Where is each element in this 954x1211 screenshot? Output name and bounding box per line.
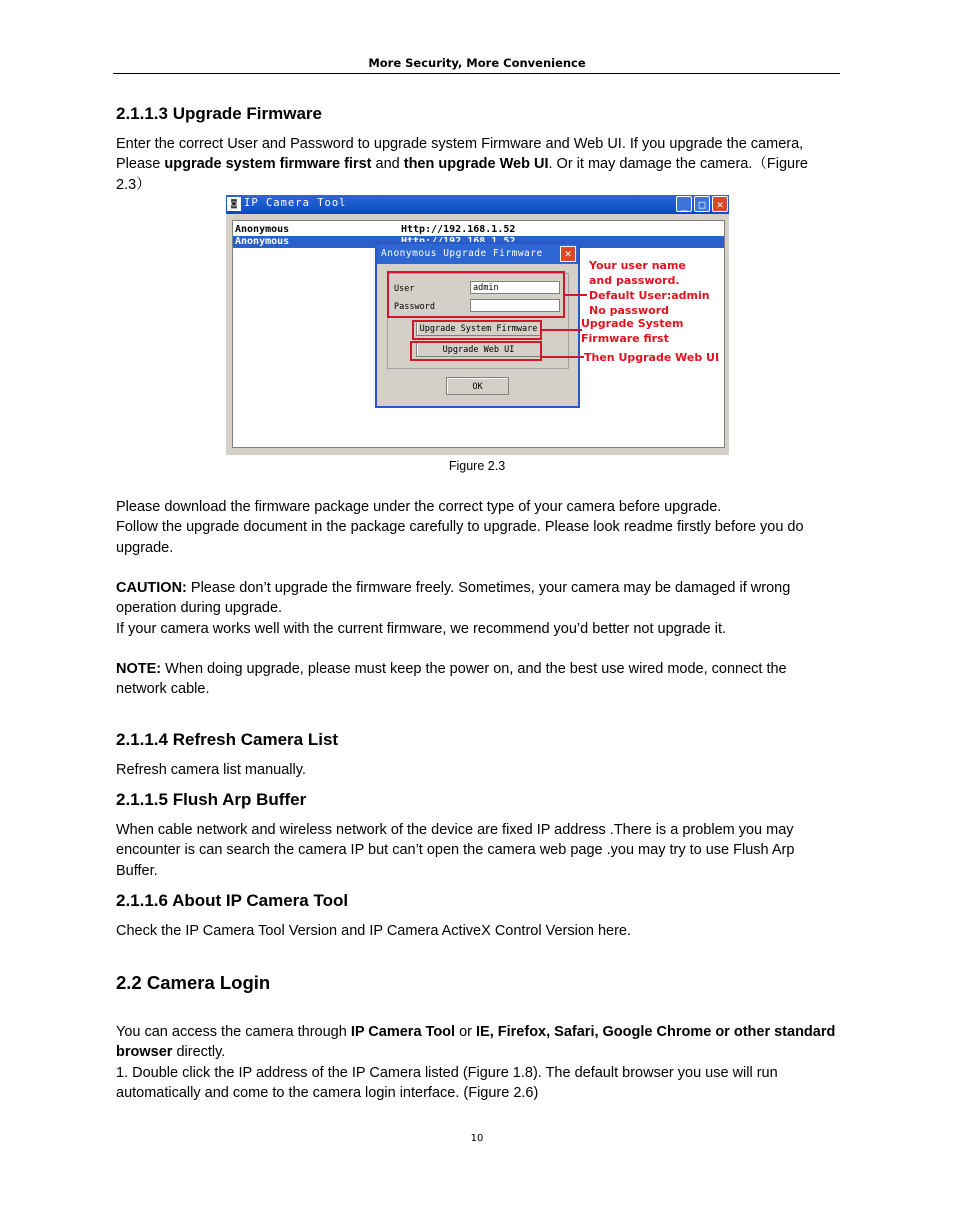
download-paragraph-block (116, 497, 838, 558)
login-section (116, 972, 838, 994)
about-text: Check the IP Camera Tool Version and IP Camera ActiveX Control Version here. (116, 923, 632, 939)
upgrade-section (116, 104, 838, 124)
annotation-leader-line (542, 329, 582, 331)
annotation-password: and password. (589, 274, 680, 287)
upgrade-heading: 2.1.1.3 Upgrade Firmware (116, 104, 322, 123)
annotation-upgrade-system: Upgrade System (581, 317, 684, 330)
login-step-1: 1. Double click the IP address of the IP Camera listed (Figure 1.8). The default browser you use will run automatically and come to the camera login interface. (Figure 2.6) (116, 1064, 778, 1101)
note-paragraph (116, 659, 838, 700)
close-icon[interactable]: ✕ (712, 196, 728, 212)
text-run: When doing upgrade, please must keep the power on, and the best use wired mode, connect the network cable. (116, 661, 787, 698)
text-run: or (455, 1024, 477, 1040)
annotation-then-upgrade-web-ui: Then Upgrade Web UI (584, 351, 720, 364)
password-label: Password (394, 302, 435, 312)
note-label: NOTE: (116, 661, 162, 677)
flush-text-block (116, 820, 838, 881)
dialog-title: Anonymous Upgrade Firmware (381, 248, 543, 259)
note-block (116, 659, 838, 700)
annotation-username: Your user name (589, 259, 686, 272)
refresh-text-block (116, 760, 838, 780)
download-paragraph: Please download the firmware package under the correct type of your camera before upgrade. (116, 499, 722, 515)
upgrade-system-firmware-button[interactable]: Upgrade System Firmware (416, 320, 541, 336)
window-titlebar (226, 195, 729, 214)
annotation-leader-line (565, 294, 587, 296)
text-run: and (371, 156, 404, 173)
header-rule (113, 73, 840, 74)
text-run: You can access the camera through (116, 1024, 351, 1040)
camera-url: Http://192.168.1.52 (401, 224, 516, 235)
upgrade-paragraph-block (116, 134, 838, 195)
bold-run: IP Camera Tool (350, 1024, 456, 1040)
ok-button[interactable]: OK (446, 377, 509, 395)
refresh-text: Refresh camera list manually. (116, 762, 306, 778)
refresh-section (116, 730, 838, 750)
annotation-leader-line (542, 356, 584, 358)
page-number: 10 (470, 1133, 484, 1144)
about-section (116, 891, 838, 911)
flush-text: When cable network and wireless network of the device are fixed IP address .There is a problem you may encounter is can search the camera IP but can’t open the camera web page .you may try to use Flush Arp Buffer. (116, 822, 795, 879)
upgrade-paragraph (116, 134, 838, 195)
bold-run: then upgrade Web UI (403, 156, 549, 173)
upgrade-web-ui-button[interactable]: Upgrade Web UI (416, 341, 541, 357)
close-icon[interactable]: ✕ (560, 246, 576, 262)
annotation-no-password: No password (589, 304, 670, 317)
caution-label: CAUTION: (116, 580, 187, 596)
login-paragraph (116, 1022, 838, 1063)
list-item[interactable] (233, 224, 724, 236)
user-input[interactable]: admin (470, 281, 560, 294)
running-header: More Security, More Convenience (368, 56, 586, 70)
figure-ip-camera-tool (226, 195, 729, 455)
caution-block (116, 578, 838, 639)
camera-app-icon: ◙ (227, 197, 241, 211)
annotation-firmware-first: Firmware first (581, 332, 669, 345)
text-run: directly. (172, 1044, 226, 1061)
text-run: . Or it may damage the camera.（Figure 2.3） (116, 156, 808, 193)
camera-name: Anonymous (235, 224, 290, 235)
bold-run: IE, Firefox, Safari, Google Chrome or other standard browser (116, 1024, 836, 1061)
login-text-block (116, 1022, 838, 1103)
annotation-default-user: Default User:admin (589, 289, 710, 302)
about-heading: 2.1.1.6 About IP Camera Tool (116, 891, 349, 910)
system-firmware-highlight-box (412, 320, 542, 340)
web-ui-highlight-box (410, 341, 542, 361)
caution-paragraph (116, 578, 838, 619)
bold-run: upgrade system firmware first (164, 156, 372, 173)
about-text-block (116, 921, 838, 941)
dialog-titlebar (377, 244, 578, 264)
user-label: User (394, 284, 415, 294)
text-run: Please don’t upgrade the firmware freely. Sometimes, your camera may be damaged if wrong operation during upgrade. (116, 580, 791, 617)
login-heading: 2.2 Camera Login (116, 972, 271, 993)
camera-name: Anonymous (235, 236, 290, 247)
follow-paragraph: Follow the upgrade document in the package carefully to upgrade. Please look readme firstly before you do upgrade. (116, 519, 804, 556)
maximize-icon[interactable]: □ (694, 196, 710, 212)
refresh-heading: 2.1.1.4 Refresh Camera List (116, 730, 339, 749)
flush-heading: 2.1.1.5 Flush Arp Buffer (116, 790, 307, 809)
flush-section (116, 790, 838, 810)
text-run: Enter the correct User and Password to upgrade system Firmware and Web UI. If you upgrade the camera, Please (116, 136, 804, 173)
credentials-highlight-box (387, 271, 565, 318)
caution-paragraph-2: If your camera works well with the current firmware, we recommend you’d better not upgrade it. (116, 620, 727, 637)
figure-caption: Figure 2.3 (448, 459, 506, 473)
window-title: IP Camera Tool (244, 197, 347, 209)
minimize-icon[interactable]: _ (676, 196, 692, 212)
